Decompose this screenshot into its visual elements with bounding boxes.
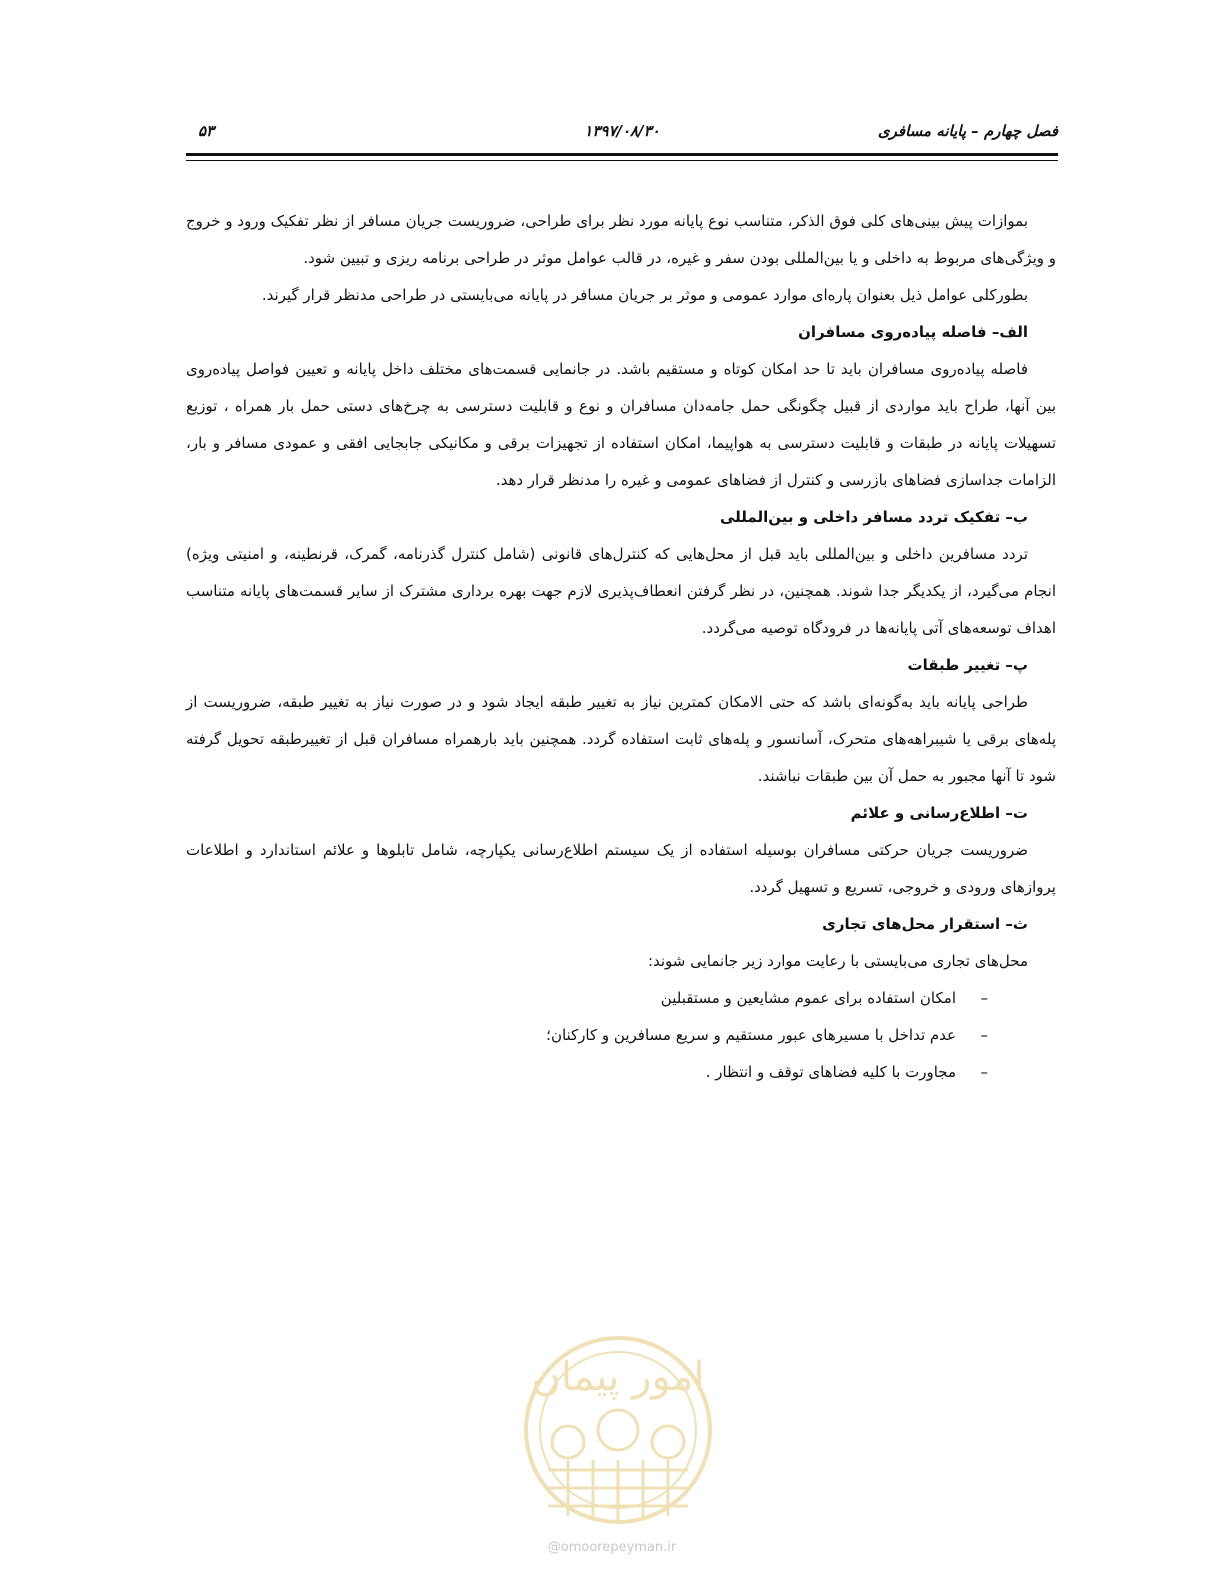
header-rule-thick	[186, 153, 1058, 156]
section-heading-be: ب– تفکیک تردد مسافر داخلی و بین‌المللی	[719, 508, 1028, 526]
paragraph: بطورکلی عوامل ذیل بعنوان پاره‌ای موارد عمومی و موثر بر جریان مسافر در پایانه می‌بایستی در طراحی مدنظر قرار گیرند.	[261, 286, 1028, 304]
header-date: ۱۳۹۷/۰۸/۳۰	[584, 122, 660, 140]
section-heading-alef: الف– فاصله پیاده‌روی مسافران	[798, 323, 1028, 341]
list-item	[186, 1017, 988, 1054]
dash-bullet: –	[980, 1026, 988, 1044]
paragraph: تردد مسافرین داخلی و بین‌المللی باید قبل از محل‌هایی که کنترل‌های قانونی (شامل کنترل گذرنامه، گمرک، قرنطینه، و امنیتی ویژه) انجام می‌گیرد، از یکدیگر جدا شوند. همچنین، در نظر گرفتن انعطاف‌پذیری لازم جهت بهره برداری مشترک از سایر قسمت‌های پایانه متناسب اهداف توسعه‌های آتی پایانه‌ها در فرودگاه توصیه می‌گردد.	[186, 545, 1056, 637]
section-heading-se: ث– استقرار محل‌های تجاری	[822, 915, 1028, 933]
page-header	[186, 118, 1058, 148]
page-number: ۵۳	[198, 122, 215, 140]
section-heading-pe: پ– تغییر طبقات	[907, 656, 1028, 674]
watermark-logo	[508, 1330, 728, 1530]
chapter-title: فصل چهارم – پایانه مسافری	[877, 122, 1058, 140]
list-item	[186, 980, 988, 1017]
dash-bullet: –	[980, 989, 988, 1007]
watermark-logo-text: امور پیمان	[531, 1354, 705, 1400]
paragraph: بموازات پیش بینی‌های کلی فوق الذکر، متناسب نوع پایانه مورد نظر برای طراحی، ضروریست جریان مسافر از نظر تفکیک ورود و خروج و ویژگی‌های مربوط به داخلی و یا بین‌المللی بودن سفر و غیره، در قالب عوامل موثر در طراحی برنامه ریزی و تبیین شود.	[186, 212, 1056, 267]
body-content	[186, 203, 1056, 1091]
paragraph: محل‌های تجاری می‌بایستی با رعایت موارد زیر جانمایی شوند:	[647, 952, 1028, 970]
paragraph: ضروریست جریان حرکتی مسافران بوسیله استفاده از یک سیستم اطلاع‌رسانی یکپارچه، شامل تابلوها و علائم استاندارد و اطلاعات پروازهای ورودی و خروجی، تسریع و تسهیل گردد.	[186, 841, 1056, 896]
dash-bullet: –	[980, 1063, 988, 1081]
list-item-text: عدم تداخل با مسیرهای عبور مستقیم و سریع مسافرین و کارکنان؛	[546, 1026, 956, 1044]
list-item-text: مجاورت با کلیه فضاهای توقف و انتظار .	[705, 1063, 956, 1081]
list-item	[186, 1054, 988, 1091]
bullet-list	[186, 980, 1056, 1091]
header-rule-thin	[186, 160, 1058, 161]
paragraph: طراحی پایانه باید به‌گونه‌ای باشد که حتی الامکان کمترین نیاز به تغییر طبقه ایجاد شود و در صورت نیاز به تغییر طبقه، ضروریست از پله‌های برقی یا شیبراهه‌های متحرک، آسانسور و پله‌های ثابت استفاده گردد. همچنین باید بارهمراه مسافران قبل از تغییرطبقه تحویل گرفته شود تا آنها مجبور به حمل آن بین طبقات نباشند.	[186, 693, 1056, 785]
watermark-site: @omoorepeyman.ir	[547, 1540, 677, 1555]
paragraph: فاصله پیاده‌روی مسافران باید تا حد امکان کوتاه و مستقیم باشد. در جانمایی قسمت‌های مختلف داخل پایانه و تعیین فواصل پیاده‌روی بین آنها، طراح باید مواردی از قبیل چگونگی حمل جامه‌دان مسافران و نوع و قابلیت دسترسی به چرخ‌های دستی حمل بار همراه ، توزیع تسهیلات پایانه در طبقات و قابلیت دسترسی به هواپیما، امکان استفاده از تجهیزات برقی و مکانیکی جابجایی افقی و عمودی مسافر و بار، الزامات جداسازی فضاهای بازرسی و کنترل از فضاهای عمومی و غیره را مدنظر قرار دهد.	[186, 360, 1056, 489]
section-heading-te: ت– اطلاع‌رسانی و علائم	[850, 804, 1028, 822]
list-item-text: امکان استفاده برای عموم مشایعین و مستقبلین	[660, 989, 956, 1007]
